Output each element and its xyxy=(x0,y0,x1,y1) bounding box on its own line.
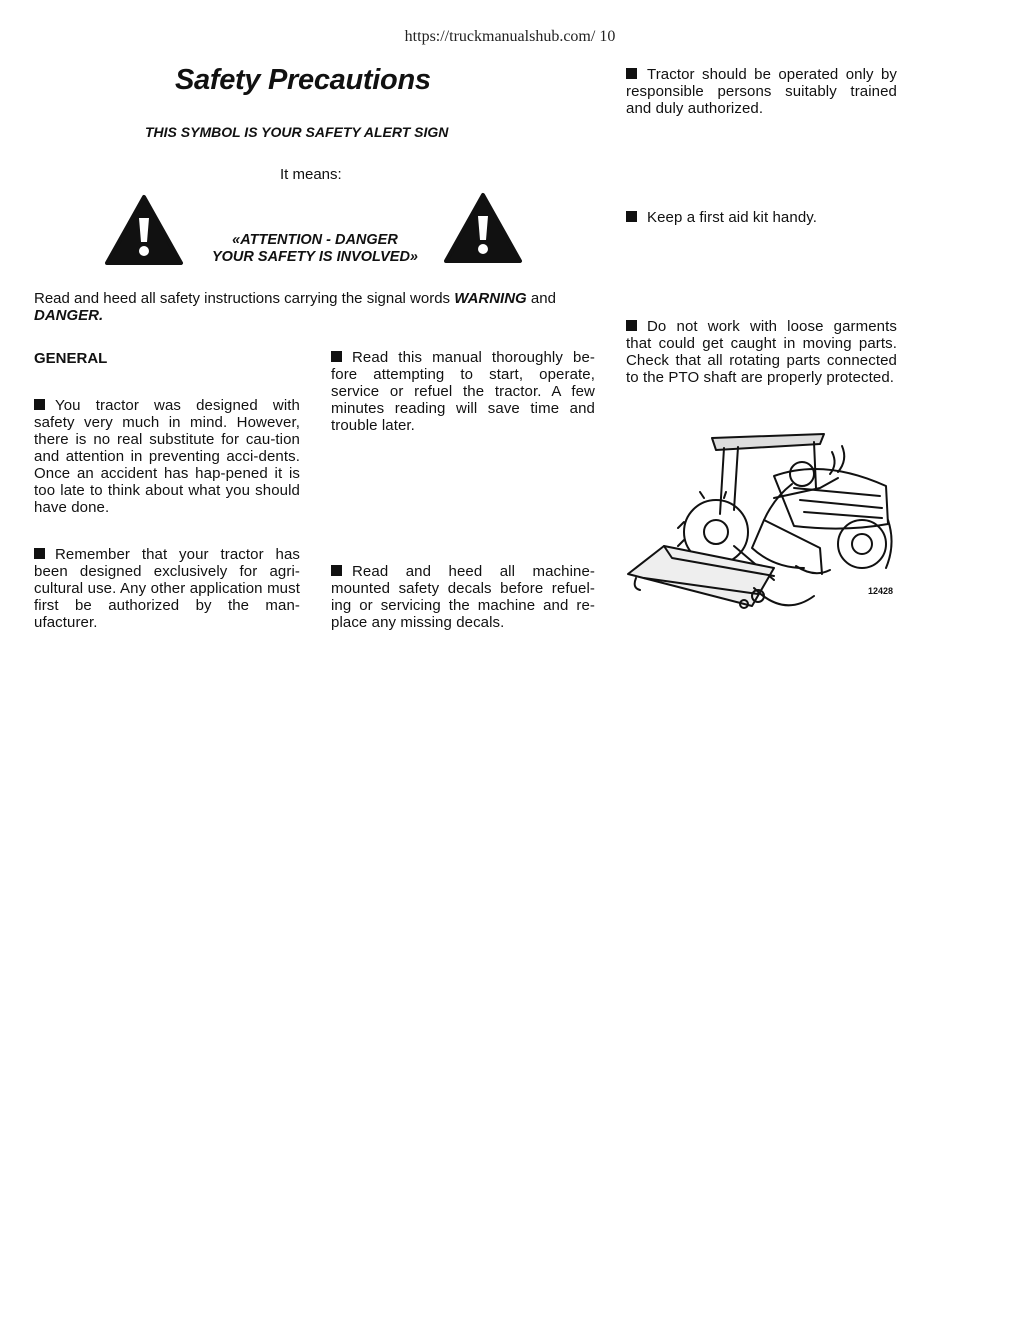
section-heading-general: GENERAL xyxy=(34,350,108,367)
paragraph-text: Read and heed all machine-mounted safety decals before refuel-ing or servicing the machine and re-place any missing decals. xyxy=(331,563,595,631)
paragraph-first-aid xyxy=(626,209,897,226)
paragraph-text: Remember that your tractor has been designed exclusively for agri-cultural use. Any other application must first be authorized by the man-ufacturer. xyxy=(34,546,300,631)
alert-line-1: «ATTENTION - DANGER xyxy=(232,232,398,248)
paragraph-safety-decals xyxy=(331,563,595,631)
bullet-square-icon xyxy=(626,320,637,331)
bullet-square-icon xyxy=(331,565,342,576)
alert-message xyxy=(190,232,440,266)
safety-alert-subtitle: THIS SYMBOL IS YOUR SAFETY ALERT SIGN xyxy=(145,124,449,140)
intro-text: Read and heed all safety instructions carrying the signal words xyxy=(34,290,455,307)
page-title: Safety Precautions xyxy=(175,64,431,96)
signal-words-intro xyxy=(34,290,604,324)
paragraph-loose-garments xyxy=(626,318,897,386)
intro-and: and xyxy=(526,290,556,307)
paragraph-agricultural-use xyxy=(34,546,300,631)
signal-word-warning: WARNING xyxy=(454,290,527,307)
paragraph-design-safety xyxy=(34,397,300,516)
alert-line-2: YOUR SAFETY IS INVOLVED» xyxy=(211,249,418,265)
paragraph-text: You tractor was designed with safety very much in mind. However, there is no real substitute for cau-tion and attention in preventing acci-dents. Once an accident has hap-pened it is too late to think about what you should have done. xyxy=(34,397,300,516)
paragraph-read-manual xyxy=(331,349,595,434)
paragraph-text: Do not work with loose garments that could get caught in moving parts. Check that all rotating parts connected to the PTO shaft are properly protected. xyxy=(626,318,897,386)
paragraph-text: Read this manual thoroughly be-fore attempting to start, operate, service or refuel the tractor. A few minutes reading will save time and trouble later. xyxy=(331,349,595,434)
signal-word-danger: DANGER. xyxy=(34,307,104,324)
bullet-square-icon xyxy=(331,351,342,362)
warning-triangle-icon xyxy=(104,194,184,266)
warning-triangle-icon xyxy=(443,192,523,264)
paragraph-text: Tractor should be operated only by responsible persons suitably trained and duly authorized. xyxy=(626,66,897,117)
paragraph-text: Keep a first aid kit handy. xyxy=(647,209,818,226)
figure-number: 12428 xyxy=(868,586,894,596)
bullet-square-icon xyxy=(626,68,637,79)
means-label: It means: xyxy=(280,166,342,183)
bullet-square-icon xyxy=(34,399,45,410)
bullet-square-icon xyxy=(34,548,45,559)
page-header-url: https://truckmanualshub.com/ 10 xyxy=(404,28,616,45)
bullet-square-icon xyxy=(626,211,637,222)
tractor-tiller-illustration xyxy=(624,428,900,628)
paragraph-authorized-operators xyxy=(626,66,897,117)
